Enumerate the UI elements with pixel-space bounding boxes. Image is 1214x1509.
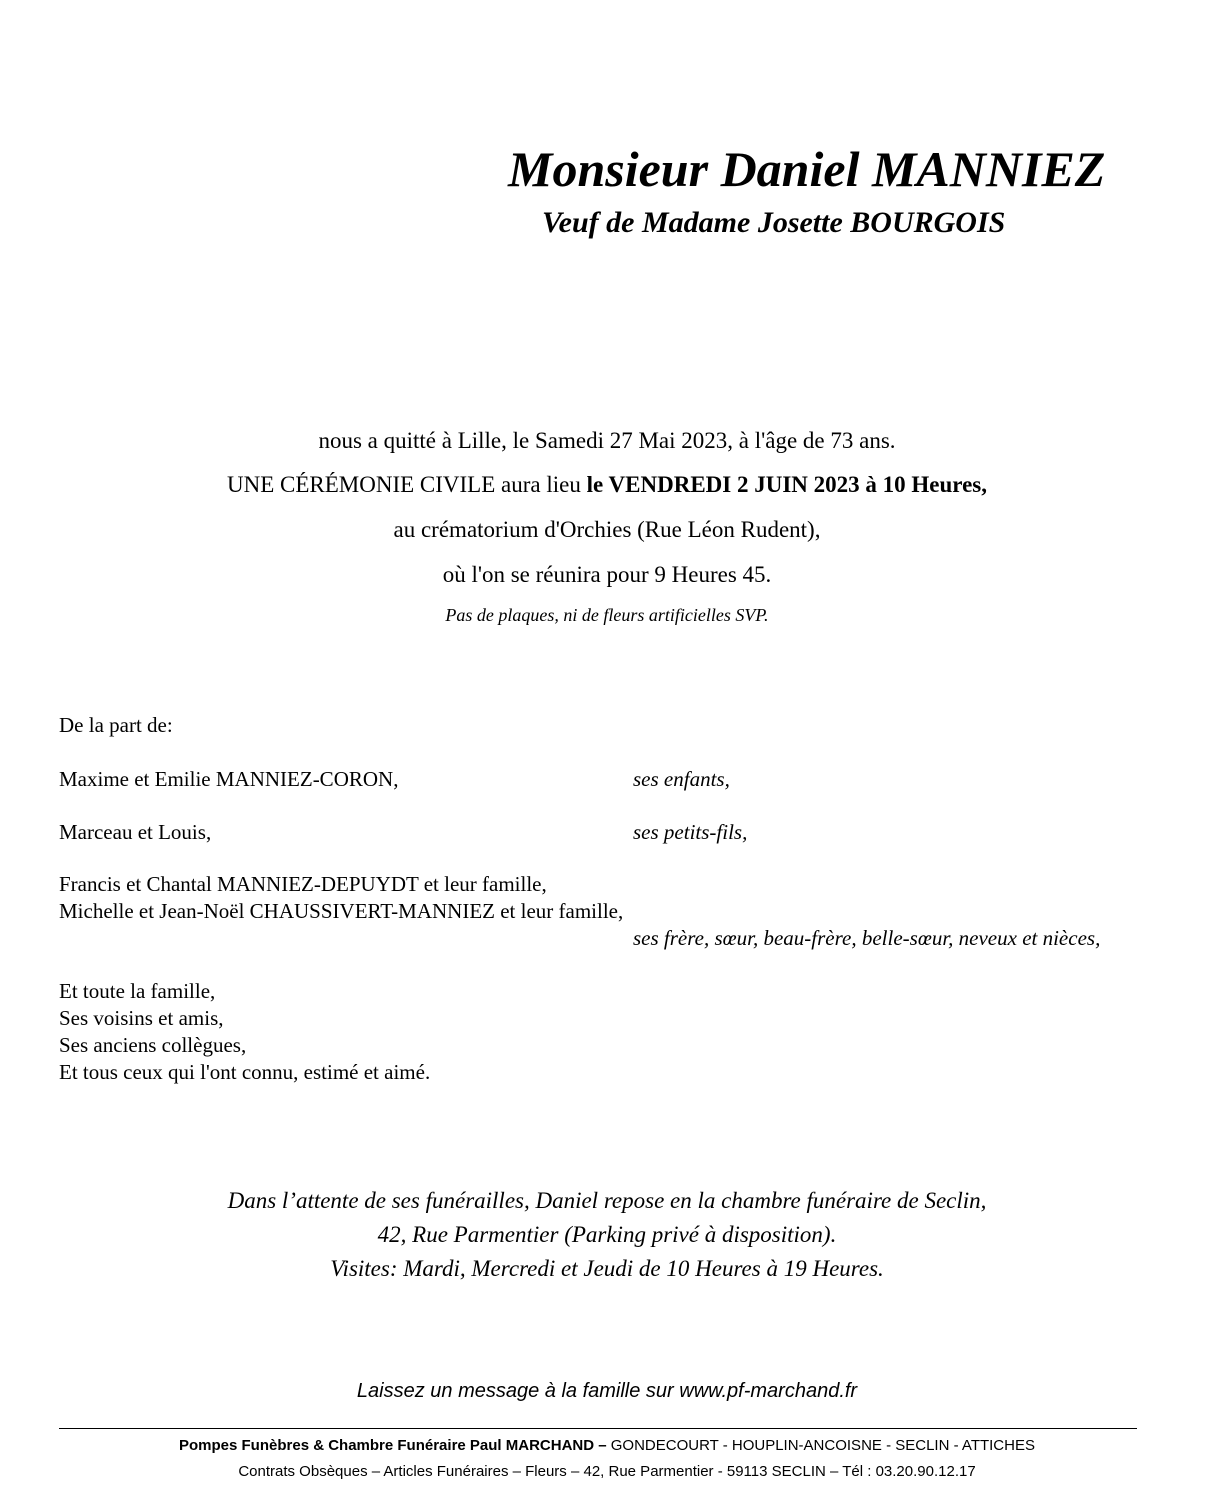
message-link[interactable]: Laissez un message à la famille sur www.pf-marchand.fr: [356, 1380, 858, 1402]
visitation-line: Dans l’attente de ses funérailles, Daniel repose en la chambre funéraire de Seclin,: [227, 1188, 987, 1213]
ceremony-date: le VENDREDI 2 JUIN 2023 à 10 Heures,: [586, 472, 987, 497]
siblings-relation: ses frère, sœur, beau-frère, belle-sœur, neveux et nièces,: [633, 926, 1101, 950]
ceremony-text: UNE CÉRÉMONIE CIVILE aura lieu: [226, 472, 587, 497]
flowers-note: Pas de plaques, ni de fleurs artificielles SVP.: [445, 605, 769, 625]
grandchildren-relation: ses petits-fils,: [633, 820, 748, 844]
company-name: Pompes Funèbres & Chambre Funéraire Paul MARCHAND –: [179, 1437, 607, 1454]
ceremony-location: au crématorium d'Orchies (Rue Léon Rudent),: [393, 517, 821, 542]
ceremony-line: [0, 472, 1214, 498]
siblings-line: Michelle et Jean-Noël CHAUSSIVERT-MANNIEZ et leur famille,: [59, 899, 624, 923]
family-other-line: Et tous ceux qui l'ont connu, estimé et aimé.: [59, 1060, 431, 1084]
company-towns: GONDECOURT - HOUPLIN-ANCOISNE - SECLIN - ATTICHES: [606, 1437, 1035, 1454]
footer-divider: [59, 1428, 1137, 1429]
death-notice-line: nous a quitté à Lille, le Samedi 27 Mai 2023, à l'âge de 73 ans.: [318, 428, 896, 453]
family-other-line: Ses anciens collègues,: [59, 1033, 247, 1057]
page-title: Monsieur Daniel MANNIEZ: [508, 141, 1106, 197]
visitation-hours: Visites: Mardi, Mercredi et Jeudi de 10 Heures à 19 Heures.: [330, 1256, 884, 1281]
gathering-time: où l'on se réunira pour 9 Heures 45.: [442, 562, 772, 587]
family-other-line: Et toute la famille,: [59, 979, 216, 1003]
children-names: Maxime et Emilie MANNIEZ-CORON,: [59, 767, 399, 791]
visitation-address: 42, Rue Parmentier (Parking privé à disposition).: [377, 1222, 837, 1247]
family-other-line: Ses voisins et amis,: [59, 1006, 224, 1030]
children-relation: ses enfants,: [633, 767, 730, 791]
grandchildren-names: Marceau et Louis,: [59, 820, 212, 844]
footer-services: Contrats Obsèques – Articles Funéraires – Fleurs – 42, Rue Parmentier - 59113 SECLIN – Tél : 03.20.90.12.17: [238, 1463, 976, 1480]
siblings-line: Francis et Chantal MANNIEZ-DEPUYDT et leur famille,: [59, 872, 547, 896]
footer-company: [0, 1437, 1214, 1454]
page-subtitle: Veuf de Madame Josette BOURGOIS: [542, 206, 1006, 239]
family-intro: De la part de:: [59, 713, 173, 737]
